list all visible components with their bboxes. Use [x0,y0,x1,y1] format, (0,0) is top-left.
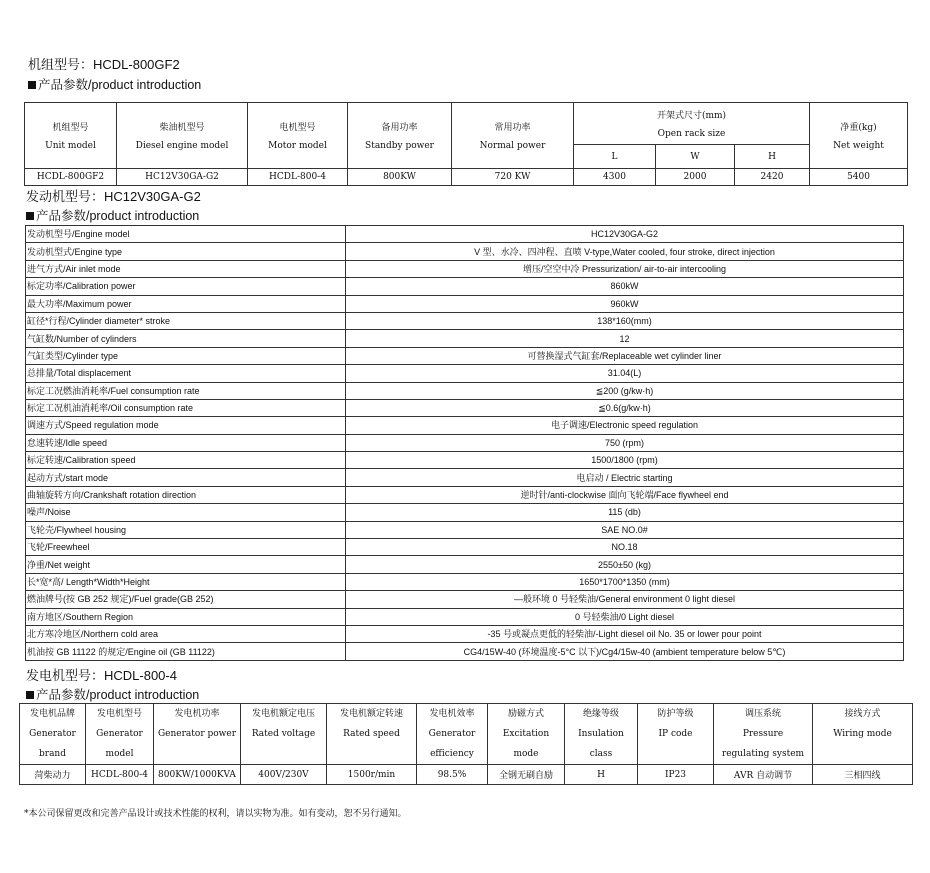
table-row [26,504,904,521]
square-bullet-icon [26,691,34,699]
header-line: 发电机功率 [174,709,220,719]
header-line [154,744,240,764]
table-row [26,226,904,243]
generator-header-cell [565,704,638,765]
spec-label: 最大功率/Maximum power [26,295,346,312]
spec-label: 发动机型号/Engine model [26,226,346,243]
table-row [26,243,904,260]
spec-label: 怠速转速/Idle speed [26,434,346,451]
table-row [26,556,904,573]
spec-value: 860kW [346,278,904,295]
spec-label: 飞轮壳/Flywheel housing [26,521,346,538]
spec-value: 增压/空空中冷 Pressurization/ air-to-air intercooling [346,260,904,277]
table-cell: 菏柴动力 [20,765,86,785]
spec-label: 起动方式/start mode [26,469,346,486]
header-line: Rated voltage [251,729,316,739]
header-line: brand [39,749,66,759]
header-unit-model: 机组型号 Unit model [25,103,117,169]
table-cell: HCDL-800-4 [86,765,154,785]
header-line: Generator [96,729,143,739]
header-line: class [589,749,613,759]
header-size-l: L [574,145,656,169]
spec-value: CG4/15W-40 (环境温度-5°C 以下)/Cg4/15w-40 (ambient temperature below 5℃) [346,643,904,660]
spec-value: 2550±50 (kg) [346,556,904,573]
table-row [26,625,904,642]
spec-label: 飞轮/Freewheel [26,539,346,556]
spec-label: 燃油牌号(按 GB 252 规定)/Fuel grade(GB 252) [26,591,346,608]
header-line: IP code [658,729,693,739]
generator-header-cell [241,704,327,765]
table-row [26,486,904,503]
table-row [20,765,913,785]
spec-value: 12 [346,330,904,347]
engine-model-title: 发动机型号：HC12V30GA-G2 [26,189,201,204]
spec-value: 960kW [346,295,904,312]
header-size-h: H [735,145,810,169]
table-cell: 98.5% [417,765,488,785]
generator-header-cell [327,704,417,765]
table-row [26,365,904,382]
header-line: 发电机额定转速 [339,709,403,719]
table-cell: HCDL-800-4 [248,169,348,186]
table-cell: AVR 自动调节 [714,765,813,785]
generator-header-cell [813,704,913,765]
generator-header-cell [488,704,565,765]
spec-label: 缸径*行程/Cylinder diameter* stroke [26,312,346,329]
header-line: 接线方式 [844,709,881,719]
header-line [813,744,912,764]
engine-spec-table [25,225,904,661]
header-line: 调压系统 [744,709,781,719]
section-heading-3 [26,685,199,703]
table-row [26,573,904,590]
header-line: mode [513,749,539,759]
header-line: 发电机额定电压 [251,709,315,719]
table-cell: 2420 [735,169,810,186]
header-standby-power: 备用功率 Standby power [348,103,452,169]
spec-value: 1650*1700*1350 (mm) [346,573,904,590]
section-heading-2 [26,206,199,224]
square-bullet-icon [26,212,34,220]
table-row [26,521,904,538]
section-heading-label: 产品参数/product introduction [38,78,202,92]
table-row [26,347,904,364]
spec-label: 气缸数/Number of cylinders [26,330,346,347]
header-line: 发电机效率 [429,709,475,719]
generator-header-row [20,704,913,765]
spec-value: 115 (db) [346,504,904,521]
generator-header-cell [154,704,241,765]
header-line [638,744,713,764]
table-row [26,382,904,399]
table-cell: 400V/230V [241,765,327,785]
footer-note: *本公司保留更改和完善产品设计或技术性能的权利，请以实物为准。如有变动，恕不另行通知。 [24,809,407,819]
table-cell: HCDL-800GF2 [25,169,117,186]
header-line: Rated speed [343,729,400,739]
spec-label: 长*宽*高/ Length*Width*Height [26,573,346,590]
header-line: 防护等级 [657,709,694,719]
table-row [26,643,904,660]
spec-label: 标定工况燃油消耗率/Fuel consumption rate [26,382,346,399]
spec-label: 气缸类型/Cylinder type [26,347,346,364]
table-row [26,399,904,416]
spec-value: SAE NO.0# [346,521,904,538]
spec-value: 电子调速/Electronic speed regulation [346,417,904,434]
spec-label: 调速方式/Speed regulation mode [26,417,346,434]
spec-value: V 型、水冷、四冲程、直喷 V-type,Water cooled, four stroke, direct injection [346,243,904,260]
unit-model-title: 机组型号：HCDL-800GF2 [28,57,180,72]
header-line: Pressure [742,729,784,739]
generator-header-cell [20,704,86,765]
header-open-rack-size: 开架式尺寸(mm) Open rack size [574,103,810,145]
header-line: 励磁方式 [507,709,544,719]
table-cell: IP23 [638,765,714,785]
table-row [26,452,904,469]
table-cell: 800KW [348,169,452,186]
generator-spec-table [19,703,913,785]
table-row [26,312,904,329]
table-row [26,260,904,277]
generator-header-cell [638,704,714,765]
spec-label: 北方寒冷地区/Northern cold area [26,625,346,642]
table-cell: H [565,765,638,785]
spec-value: 31.04(L) [346,365,904,382]
header-line: 发电机型号 [96,709,142,719]
header-line: 发电机品牌 [29,709,75,719]
table-row [26,278,904,295]
table-row [26,330,904,347]
header-size-w: W [656,145,735,169]
generator-header-cell [714,704,813,765]
header-engine-model: 柴油机型号 Diesel engine model [117,103,248,169]
table-row [26,591,904,608]
header-line: 绝缘等级 [582,709,619,719]
spec-value: -35 号或凝点更低的轻柴油/-Light diesel oil No. 35 or lower pour point [346,625,904,642]
table-cell: 三相四线 [813,765,913,785]
unit-spec-table [24,102,908,186]
table-cell: 4300 [574,169,656,186]
table-row [26,295,904,312]
table-cell: 2000 [656,169,735,186]
section-heading-1 [28,75,201,93]
spec-value: —般环境 0 号轻柴油/General environment 0 light diesel [346,591,904,608]
spec-value: NO.18 [346,539,904,556]
header-line: Insulation [578,729,624,739]
spec-value: 1500/1800 (rpm) [346,452,904,469]
section-heading-label: 产品参数/product introduction [36,209,200,223]
generator-header-cell [86,704,154,765]
spec-label: 总排量/Total displacement [26,365,346,382]
section-heading-label: 产品参数/product introduction [36,688,200,702]
table-row [26,417,904,434]
header-line: Generator [29,729,76,739]
table-row [26,434,904,451]
spec-label: 标定转速/Calibration speed [26,452,346,469]
header-line: Generator power [157,729,237,739]
spec-label: 曲轴旋转方向/Crankshaft rotation direction [26,486,346,503]
table-row [25,169,908,186]
spec-value: HC12V30GA-G2 [346,226,904,243]
spec-value: 138*160(mm) [346,312,904,329]
header-line: Excitation [502,729,550,739]
spec-value: ≦200 (g/kw·h) [346,382,904,399]
square-bullet-icon [28,81,36,89]
table-row [26,539,904,556]
header-line: Generator [428,729,476,739]
spec-label: 进气方式/Air inlet mode [26,260,346,277]
header-line: model [105,749,134,759]
header-line: Wiring mode [833,729,892,739]
spec-value: 电启动 / Electric starting [346,469,904,486]
spec-value: ≦0.6(g/kw·h) [346,399,904,416]
generator-header-cell [417,704,488,765]
table-row [26,608,904,625]
header-motor-model: 电机型号 Motor model [248,103,348,169]
generator-model-title: 发电机型号：HCDL-800-4 [26,668,177,683]
spec-label: 发动机型式/Engine type [26,243,346,260]
table-cell: 1500r/min [327,765,417,785]
spec-value: 750 (rpm) [346,434,904,451]
header-line [241,744,326,764]
spec-value: 可替换湿式气缸套/Replaceable wet cylinder liner [346,347,904,364]
spec-label: 净重/Net weight [26,556,346,573]
spec-label: 标定功率/Calibration power [26,278,346,295]
spec-value: 0 号轻柴油/0 Light diesel [346,608,904,625]
header-normal-power: 常用功率 Normal power [452,103,574,169]
table-cell: 5400 [810,169,908,186]
spec-label: 机油按 GB 11122 的规定/Engine oil (GB 11122) [26,643,346,660]
table-cell: 全钢无刷自励 [488,765,565,785]
table-cell: 800KW/1000KVA [154,765,241,785]
spec-label: 南方地区/Southern Region [26,608,346,625]
header-net-weight: 净重(kg) Net weight [810,103,908,169]
header-line: efficiency [430,749,474,759]
table-cell: 720 KW [452,169,574,186]
table-row [26,469,904,486]
spec-label: 噪声/Noise [26,504,346,521]
header-line: regulating system [721,749,805,759]
spec-value: 逆时针/anti-clockwise 面向飞轮端/Face flywheel end [346,486,904,503]
table-cell: HC12V30GA-G2 [117,169,248,186]
header-line [327,744,416,764]
spec-label: 标定工况机油消耗率/Oil consumption rate [26,399,346,416]
